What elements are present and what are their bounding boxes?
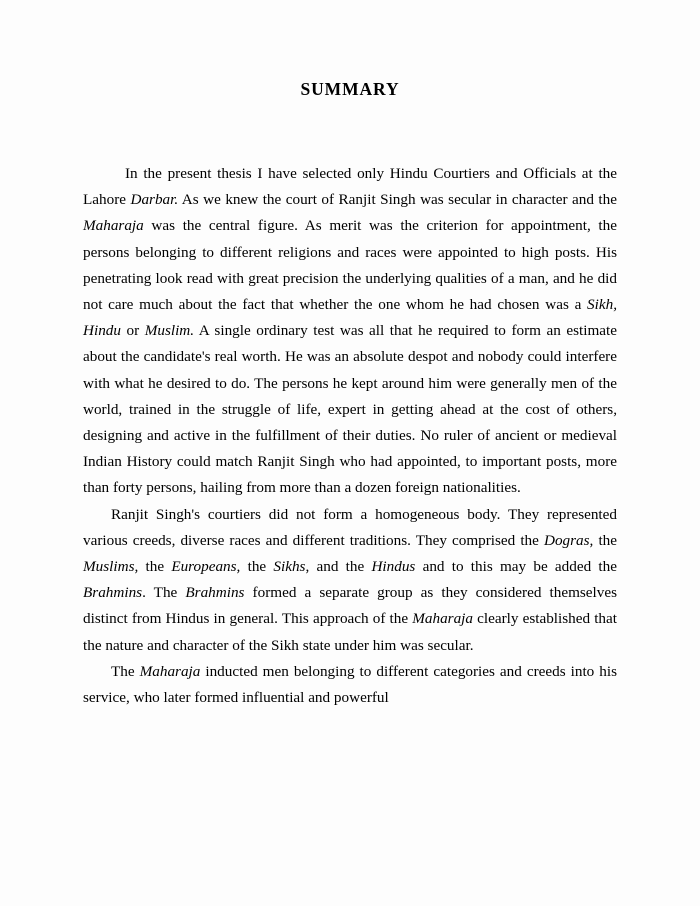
italic-term: Maharaja [139, 662, 201, 680]
italic-term: Darbar. [130, 191, 179, 209]
body-text-block [83, 161, 617, 711]
page-title: SUMMARY [300, 79, 400, 99]
italic-term: Brahmins [83, 584, 143, 602]
italic-term: Brahmins [185, 584, 245, 602]
italic-term: Sikhs [273, 558, 306, 576]
italic-term: Maharaja [412, 610, 473, 628]
paragraph-2: Ranjit Singh's courtiers did not form a homogeneous body. They represented various creeds, diverse races and different traditions. They comprised the Dogras, the Muslims, the Europeans, the Sikhs, and the Hindus and to this may be added the Brahmins. The Brahmins formed a separate group as they considered themselves distinct from Hindus in general. This approach of the Maharaja clearly established that the nature and character of the Sikh state under him was secular. [83, 505, 617, 654]
italic-term: Maharaja [83, 217, 144, 235]
italic-term: Sikh, Hindu [83, 296, 617, 340]
italic-term: Muslim. [144, 322, 195, 340]
italic-term: Hindus [371, 558, 416, 576]
paragraph-3: The Maharaja inducted men belonging to different categories and creeds into his service, who later formed influential and powerful [83, 662, 617, 707]
italic-term: Europeans, [171, 558, 241, 576]
italic-term: Muslims, [83, 558, 139, 576]
paragraph-1: In the present thesis I have selected only Hindu Courtiers and Officials at the Lahore Darbar. As we knew the court of Ranjit Singh was secular in character and the Maharaja was the central figure. As merit was the criterion for appointment, the persons belonging to different religions and races were appointed to high posts. His penetrating look read with great precision the underlying qualities of a man, and he did not care much about the fact that whether the one whom he had chosen was a Sikh, Hindu or Muslim. A single ordinary test was all that he required to form an estimate about the candidate's real worth. He was an absolute despot and nobody could interfere with what he desired to do. The persons he kept around him were generally men of the world, trained in the struggle of life, expert in getting ahead at the cost of others, designing and active in the fulfillment of their duties. No ruler of ancient or medieval Indian History could match Ranjit Singh who had appointed, to important posts, more than forty persons, hailing from more than a dozen foreign nationalities. [83, 165, 617, 497]
italic-term: Dogras, [543, 531, 594, 549]
